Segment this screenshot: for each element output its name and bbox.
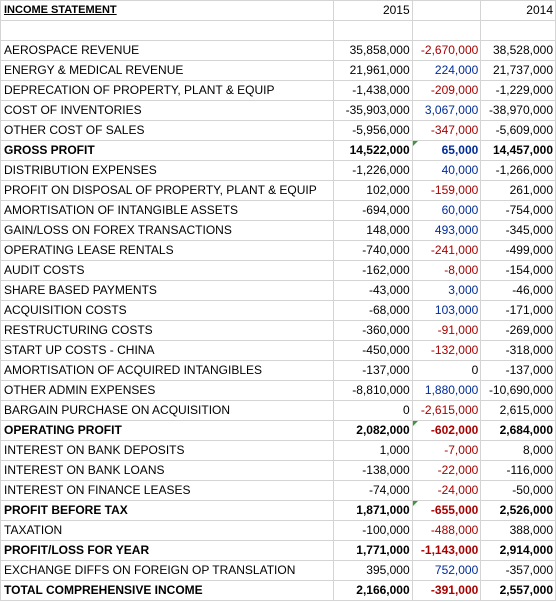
table-row xyxy=(1,381,556,401)
table-row xyxy=(1,581,556,601)
value-2015-cell[interactable]: 21,961,000 xyxy=(334,61,412,81)
table-row xyxy=(1,401,556,421)
value-2015-cell[interactable]: -74,000 xyxy=(334,481,412,501)
value-2015-cell[interactable]: -694,000 xyxy=(334,201,412,221)
value-2014-cell[interactable]: -357,000 xyxy=(481,561,556,581)
value-2015-cell[interactable]: -5,956,000 xyxy=(334,121,412,141)
value-2014-cell[interactable]: 2,684,000 xyxy=(481,421,556,441)
value-2014-cell[interactable]: -137,000 xyxy=(481,361,556,381)
header-2014-cell[interactable]: 2014 xyxy=(481,1,556,21)
value-2015-cell[interactable]: 35,858,000 xyxy=(334,41,412,61)
value-2015-cell[interactable]: -68,000 xyxy=(334,301,412,321)
value-2014-cell[interactable]: 388,000 xyxy=(481,521,556,541)
row-label-cell[interactable]: RESTRUCTURING COSTS xyxy=(1,321,334,341)
row-label-cell[interactable]: PROFIT ON DISPOSAL OF PROPERTY, PLANT & EQUIP xyxy=(1,181,334,201)
difference-cell[interactable]: -488,000 xyxy=(412,521,481,541)
value-2015-cell[interactable]: -43,000 xyxy=(334,281,412,301)
value-2015-cell[interactable]: 14,522,000 xyxy=(334,141,412,161)
blank-cell[interactable] xyxy=(1,21,334,41)
value-2014-cell[interactable]: -116,000 xyxy=(481,461,556,481)
table-row xyxy=(1,41,556,61)
row-label-cell[interactable]: ACQUISITION COSTS xyxy=(1,301,334,321)
row-label-cell[interactable]: TAXATION xyxy=(1,521,334,541)
row-label-cell[interactable]: INTEREST ON BANK DEPOSITS xyxy=(1,441,334,461)
row-label-cell[interactable]: PROFIT BEFORE TAX xyxy=(1,501,334,521)
difference-cell[interactable]: -7,000 xyxy=(412,441,481,461)
difference-cell[interactable]: 60,000 xyxy=(412,201,481,221)
difference-cell[interactable]: 0 xyxy=(412,361,481,381)
value-2015-cell[interactable]: 0 xyxy=(334,401,412,421)
value-2015-cell[interactable]: -137,000 xyxy=(334,361,412,381)
value-2015-cell[interactable]: -35,903,000 xyxy=(334,101,412,121)
value-2015-cell[interactable]: -740,000 xyxy=(334,241,412,261)
header-2015-cell[interactable]: 2015 xyxy=(334,1,412,21)
value-2015-cell[interactable]: 102,000 xyxy=(334,181,412,201)
difference-cell[interactable]: -91,000 xyxy=(412,321,481,341)
row-label-cell[interactable]: GROSS PROFIT xyxy=(1,141,334,161)
difference-cell[interactable]: -241,000 xyxy=(412,241,481,261)
difference-cell[interactable]: -209,000 xyxy=(412,81,481,101)
blank-cell[interactable] xyxy=(481,21,556,41)
value-2015-cell[interactable]: -450,000 xyxy=(334,341,412,361)
row-label-cell[interactable]: AMORTISATION OF INTANGIBLE ASSETS xyxy=(1,201,334,221)
row-label-cell[interactable]: START UP COSTS - CHINA xyxy=(1,341,334,361)
table-row xyxy=(1,301,556,321)
value-2014-cell[interactable]: -50,000 xyxy=(481,481,556,501)
value-2014-cell[interactable]: -46,000 xyxy=(481,281,556,301)
row-label-cell[interactable]: INTEREST ON BANK LOANS xyxy=(1,461,334,481)
value-2014-cell[interactable]: -1,266,000 xyxy=(481,161,556,181)
table-row xyxy=(1,501,556,521)
value-2014-cell[interactable]: 2,557,000 xyxy=(481,581,556,601)
difference-cell[interactable]: -1,143,000 xyxy=(412,541,481,561)
value-2015-cell[interactable]: 395,000 xyxy=(334,561,412,581)
value-2015-cell[interactable]: -162,000 xyxy=(334,261,412,281)
table-row xyxy=(1,361,556,381)
difference-cell[interactable]: -655,000 xyxy=(412,501,481,521)
row-label-cell[interactable]: AMORTISATION OF ACQUIRED INTANGIBLES xyxy=(1,361,334,381)
value-2015-cell[interactable]: -1,226,000 xyxy=(334,161,412,181)
value-2014-cell[interactable]: -5,609,000 xyxy=(481,121,556,141)
value-2015-cell[interactable]: 2,166,000 xyxy=(334,581,412,601)
difference-cell[interactable]: 103,000 xyxy=(412,301,481,321)
blank-cell[interactable] xyxy=(412,21,481,41)
difference-cell[interactable]: 3,067,000 xyxy=(412,101,481,121)
difference-cell[interactable]: 752,000 xyxy=(412,561,481,581)
value-2014-cell[interactable]: 2,615,000 xyxy=(481,401,556,421)
row-label-cell[interactable]: AUDIT COSTS xyxy=(1,261,334,281)
table-row xyxy=(1,541,556,561)
value-2014-cell[interactable]: 8,000 xyxy=(481,441,556,461)
header-title-cell[interactable]: INCOME STATEMENT xyxy=(1,1,334,21)
table-row xyxy=(1,441,556,461)
table-row xyxy=(1,281,556,301)
header-row xyxy=(1,1,556,21)
value-2014-cell[interactable]: 2,914,000 xyxy=(481,541,556,561)
value-2014-cell[interactable]: -10,690,000 xyxy=(481,381,556,401)
row-label-cell[interactable]: TOTAL COMPREHENSIVE INCOME xyxy=(1,581,334,601)
value-2014-cell[interactable]: -754,000 xyxy=(481,201,556,221)
difference-cell[interactable]: 65,000 xyxy=(412,141,481,161)
row-label-cell[interactable]: OTHER COST OF SALES xyxy=(1,121,334,141)
table-row xyxy=(1,481,556,501)
row-label-cell[interactable]: OPERATING PROFIT xyxy=(1,421,334,441)
value-2015-cell[interactable]: -138,000 xyxy=(334,461,412,481)
value-2014-cell[interactable]: 14,457,000 xyxy=(481,141,556,161)
table-row xyxy=(1,181,556,201)
header-diff-cell[interactable] xyxy=(412,1,481,21)
table-row xyxy=(1,461,556,481)
value-2014-cell[interactable]: -345,000 xyxy=(481,221,556,241)
row-label-cell[interactable]: OPERATING LEASE RENTALS xyxy=(1,241,334,261)
table-row xyxy=(1,121,556,141)
table-row xyxy=(1,261,556,281)
value-2014-cell[interactable]: -154,000 xyxy=(481,261,556,281)
difference-cell[interactable]: -2,670,000 xyxy=(412,41,481,61)
value-2015-cell[interactable]: 1,771,000 xyxy=(334,541,412,561)
table-row xyxy=(1,61,556,81)
blank-row xyxy=(1,21,556,41)
row-label-cell[interactable]: BARGAIN PURCHASE ON ACQUISITION xyxy=(1,401,334,421)
difference-cell[interactable]: 40,000 xyxy=(412,161,481,181)
difference-cell[interactable]: 224,000 xyxy=(412,61,481,81)
row-label-cell[interactable]: GAIN/LOSS ON FOREX TRANSACTIONS xyxy=(1,221,334,241)
difference-cell[interactable]: -22,000 xyxy=(412,461,481,481)
table-row xyxy=(1,161,556,181)
row-label-cell[interactable]: INTEREST ON FINANCE LEASES xyxy=(1,481,334,501)
value-2014-cell[interactable]: 21,737,000 xyxy=(481,61,556,81)
value-2014-cell[interactable]: -318,000 xyxy=(481,341,556,361)
difference-cell[interactable]: -602,000 xyxy=(412,421,481,441)
difference-cell[interactable]: 493,000 xyxy=(412,221,481,241)
table-row xyxy=(1,201,556,221)
row-label-cell[interactable]: COST OF INVENTORIES xyxy=(1,101,334,121)
row-label-cell[interactable]: DISTRIBUTION EXPENSES xyxy=(1,161,334,181)
difference-cell[interactable]: -347,000 xyxy=(412,121,481,141)
row-label-cell[interactable]: PROFIT/LOSS FOR YEAR xyxy=(1,541,334,561)
value-2015-cell[interactable]: 2,082,000 xyxy=(334,421,412,441)
value-2015-cell[interactable]: 1,000 xyxy=(334,441,412,461)
table-row xyxy=(1,221,556,241)
table-row xyxy=(1,521,556,541)
value-2015-cell[interactable]: -1,438,000 xyxy=(334,81,412,101)
table-row xyxy=(1,561,556,581)
value-2015-cell[interactable]: 1,871,000 xyxy=(334,501,412,521)
value-2014-cell[interactable]: -171,000 xyxy=(481,301,556,321)
value-2014-cell[interactable]: -269,000 xyxy=(481,321,556,341)
table-row xyxy=(1,421,556,441)
value-2015-cell[interactable]: 148,000 xyxy=(334,221,412,241)
difference-cell[interactable]: -24,000 xyxy=(412,481,481,501)
row-label-cell[interactable]: OTHER ADMIN EXPENSES xyxy=(1,381,334,401)
value-2014-cell[interactable]: 38,528,000 xyxy=(481,41,556,61)
difference-cell[interactable]: -132,000 xyxy=(412,341,481,361)
table-row xyxy=(1,141,556,161)
table-row xyxy=(1,241,556,261)
difference-cell[interactable]: -159,000 xyxy=(412,181,481,201)
row-label-cell[interactable]: DEPRECATION OF PROPERTY, PLANT & EQUIP xyxy=(1,81,334,101)
table-row xyxy=(1,81,556,101)
table-row xyxy=(1,321,556,341)
difference-cell[interactable]: -391,000 xyxy=(412,581,481,601)
value-2014-cell[interactable]: -38,970,000 xyxy=(481,101,556,121)
row-label-cell[interactable]: ENERGY & MEDICAL REVENUE xyxy=(1,61,334,81)
row-label-cell[interactable]: SHARE BASED PAYMENTS xyxy=(1,281,334,301)
value-2014-cell[interactable]: 2,526,000 xyxy=(481,501,556,521)
row-label-cell[interactable]: EXCHANGE DIFFS ON FOREIGN OP TRANSLATION xyxy=(1,561,334,581)
value-2014-cell[interactable]: -1,229,000 xyxy=(481,81,556,101)
value-2015-cell[interactable]: -100,000 xyxy=(334,521,412,541)
row-label-cell[interactable]: AEROSPACE REVENUE xyxy=(1,41,334,61)
table-row xyxy=(1,101,556,121)
table-row xyxy=(1,341,556,361)
value-2014-cell[interactable]: -499,000 xyxy=(481,241,556,261)
difference-cell[interactable]: -2,615,000 xyxy=(412,401,481,421)
difference-cell[interactable]: 3,000 xyxy=(412,281,481,301)
value-2015-cell[interactable]: -360,000 xyxy=(334,321,412,341)
difference-cell[interactable]: 1,880,000 xyxy=(412,381,481,401)
difference-cell[interactable]: -8,000 xyxy=(412,261,481,281)
blank-cell[interactable] xyxy=(334,21,412,41)
value-2015-cell[interactable]: -8,810,000 xyxy=(334,381,412,401)
value-2014-cell[interactable]: 261,000 xyxy=(481,181,556,201)
